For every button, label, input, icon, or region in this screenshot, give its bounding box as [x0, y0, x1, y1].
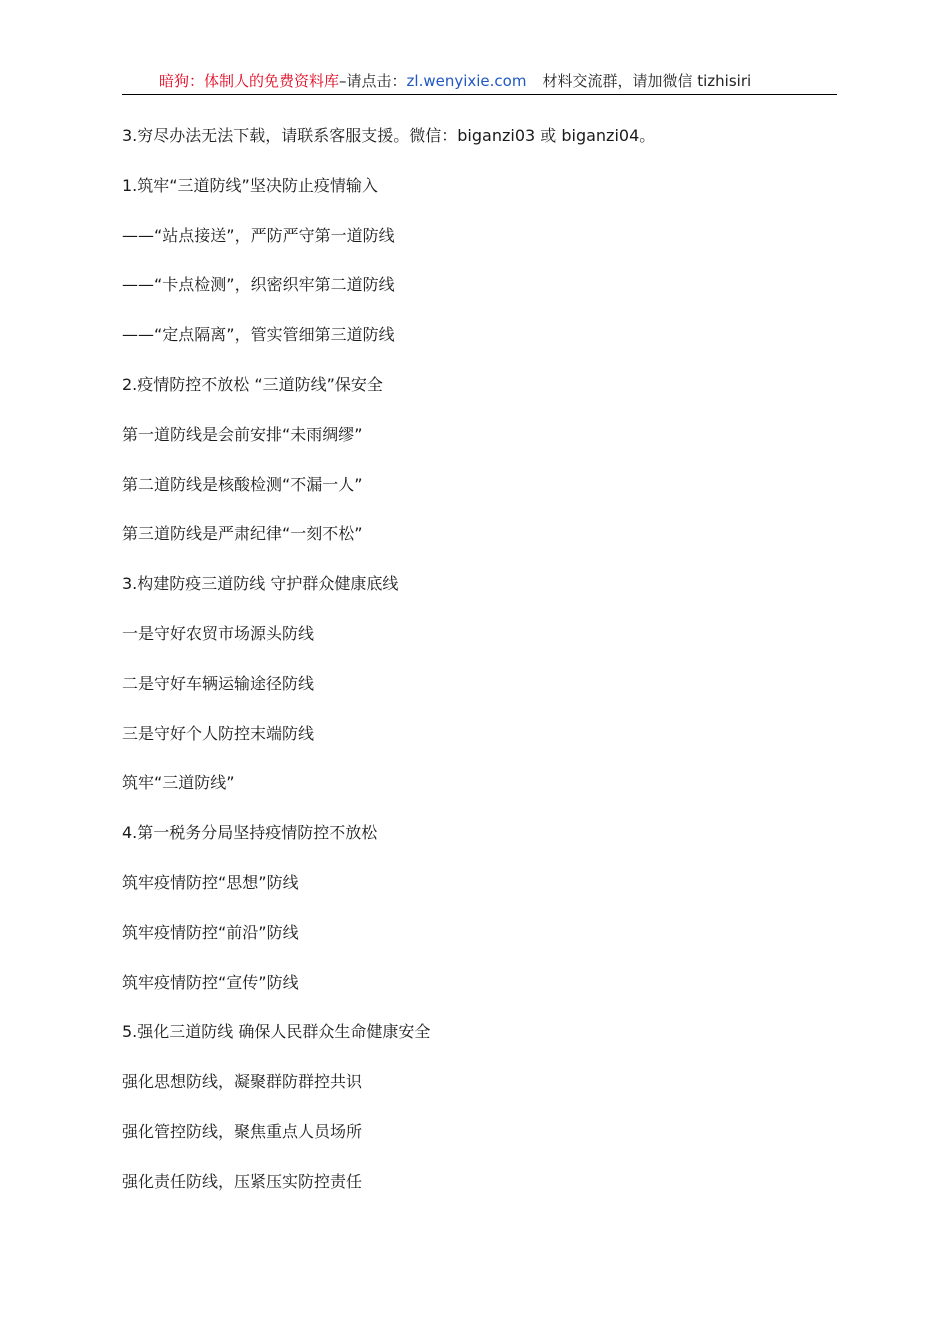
paragraph: 强化管控防线，聚焦重点人员场所: [122, 1121, 363, 1141]
page-header: [122, 68, 837, 95]
header-brand: 暗狗：体制人的免费资料库: [159, 72, 340, 90]
paragraph: 筑牢“三道防线”: [122, 773, 235, 793]
section-heading: 4.第一税务分局坚持疫情防控不放松: [122, 823, 378, 843]
paragraph: 三是守好个人防控末端防线: [122, 723, 315, 743]
document-body: [122, 124, 837, 1220]
header-line: [159, 71, 751, 91]
paragraph: 筑牢疫情防控“思想”防线: [122, 872, 299, 892]
section-heading: 2.疫情防控不放松 “三道防线”保安全: [122, 374, 383, 394]
paragraph: 第三道防线是严肃纪律“一刻不松”: [122, 524, 363, 544]
paragraph: 强化思想防线，凝聚群防群控共识: [122, 1072, 363, 1092]
paragraph: 二是守好车辆运输途径防线: [122, 673, 315, 693]
paragraph: 第二道防线是核酸检测“不漏一人”: [122, 474, 363, 494]
paragraph: ——“站点接送”，严防严守第一道防线: [122, 225, 395, 245]
paragraph: 筑牢疫情防控“宣传”防线: [122, 972, 299, 992]
paragraph: 一是守好农贸市场源头防线: [122, 623, 315, 643]
paragraph: ——“定点隔离”，管实管细第三道防线: [122, 325, 395, 345]
header-group-note: 材料交流群，请加微信 tizhisiri: [542, 72, 752, 90]
section-heading: 5.强化三道防线 确保人民群众生命健康安全: [122, 1022, 431, 1042]
paragraph: 3.穷尽办法无法下载，请联系客服支援。微信：biganzi03 或 biganzi04。: [122, 126, 656, 145]
header-cta: –请点击：: [339, 72, 407, 90]
paragraph: ——“卡点检测”，织密织牢第二道防线: [122, 275, 395, 295]
paragraph: 筑牢疫情防控“前沿”防线: [122, 922, 299, 942]
paragraph: 第一道防线是会前安排“未雨绸缪”: [122, 424, 363, 444]
section-heading: 1.筑牢“三道防线”坚决防止疫情输入: [122, 175, 378, 195]
header-link[interactable]: zl.wenyixie.com: [406, 72, 527, 90]
paragraph: 强化责任防线，压紧压实防控责任: [122, 1171, 363, 1191]
section-heading: 3.构建防疫三道防线 守护群众健康底线: [122, 574, 399, 594]
